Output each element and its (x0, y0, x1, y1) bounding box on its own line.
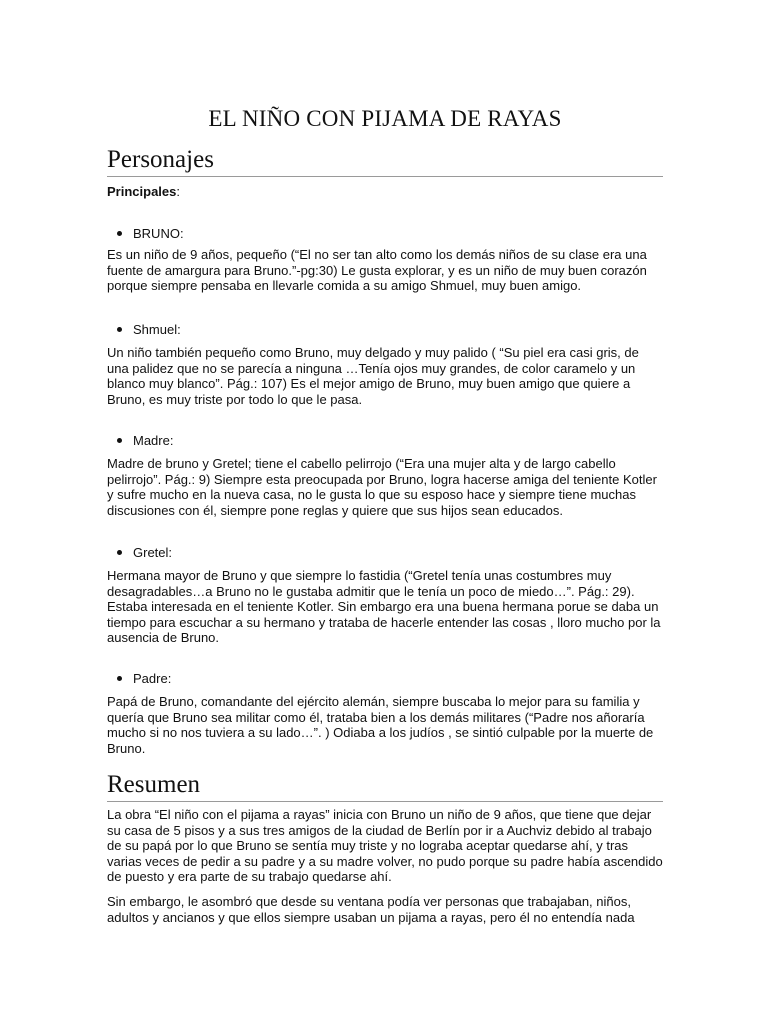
bullet-icon (117, 676, 122, 681)
document-title: EL NIÑO CON PIJAMA DE RAYAS (208, 106, 562, 131)
resumen-paragraph-1: La obra “El niño con el pijama a rayas” inicia con Bruno un niño de 9 años, que tiene que dejar su casa de 5 pisos y a sus tres amigos de la ciudad de Berlín por ir a Auchviz debido al trabajo de su papá por lo que Bruno se sentía muy triste y no lograba aceptar quedarse ahí, y tras varias veces de pedir a su padre y a su madre volver, no pudo porque su padre había ascendido de puesto y era parte de su trabajo quedarse ahí. (107, 807, 663, 885)
bullet-icon (117, 231, 122, 236)
character-name: BRUNO: (133, 226, 184, 241)
character-description-bruno: Es un niño de 9 años, pequeño (“El no ser tan alto como los demás niños de su clase era una fuente de amargura para Bruno.”-pg:30) Le gusta explorar, y es un niño de muy buen corazón porque siempre pensaba en llevarle comida a su amigo Shmuel, muy buen amigo. (107, 247, 647, 294)
character-name: Shmuel: (133, 322, 181, 337)
character-name: Gretel: (133, 545, 173, 560)
character-bullet-madre (117, 433, 173, 448)
character-bullet-shmuel (117, 322, 181, 337)
heading-resumen: Resumen (107, 771, 663, 802)
character-name: Madre: (133, 433, 174, 448)
bullet-icon (117, 550, 122, 555)
character-bullet-gretel (117, 545, 172, 560)
principales-label-text: Principales (107, 184, 177, 199)
principales-colon: : (176, 184, 180, 199)
bullet-icon (117, 438, 122, 443)
character-description-shmuel: Un niño también pequeño como Bruno, muy delgado y muy palido ( “Su piel era casi gris, de una palidez que no se parecía a ninguna …Tenía ojos muy grandes, de color caramelo y un blanco muy blanco”. Pág.: 107) Es el mejor amigo de Bruno, muy buen amigo que quiere a Bruno, es muy triste por todo lo que le pasa. (107, 345, 639, 407)
character-bullet-padre (117, 671, 171, 686)
character-bullet-bruno (117, 226, 184, 241)
resumen-paragraph-2: Sin embargo, le asombró que desde su ventana podía ver personas que trabajaban, niños, adultos y ancianos y que ellos siempre usaban un pijama a rayas, pero él no entendía nada (107, 894, 635, 925)
principales-label (107, 184, 180, 199)
character-description-gretel: Hermana mayor de Bruno y que siempre lo fastidia (“Gretel tenía unas costumbres muy desagradables…a Bruno no le gustaba admitir que le tenía un poco de miedo…”. Pág.: 29). Estaba interesada en el teniente Kotler. Sin embargo era una buena hermana porue se daba un tiempo para escuchar a su hermano y trataba de hacerle entender las cosas , lloro mucho por la ausencia de Bruno. (107, 568, 661, 646)
heading-personajes: Personajes (107, 146, 663, 177)
character-description-madre: Madre de bruno y Gretel; tiene el cabello pelirrojo (“Era una mujer alta y de largo cabello pelirrojo”. Pág.: 9) Siempre esta preocupada por Bruno, logra hacerse amiga del teniente Kotler y sufre mucho en la nueva casa, no le gusta lo que su esposo hace y siempre tiene muchas discusiones con él, siempre pone reglas y quiere que sus hijos sean educados. (107, 456, 657, 518)
character-name: Padre: (133, 671, 172, 686)
character-description-padre: Papá de Bruno, comandante del ejército alemán, siempre buscaba lo mejor para su familia y quería que Bruno sea militar como él, trataba bien a los demás militares (“Padre nos añoraría mucho si no nos tuviera a su lado…”. ) Odiaba a los judíos , se sintió culpable por la muerte de Bruno. (107, 694, 654, 756)
bullet-icon (117, 327, 122, 332)
